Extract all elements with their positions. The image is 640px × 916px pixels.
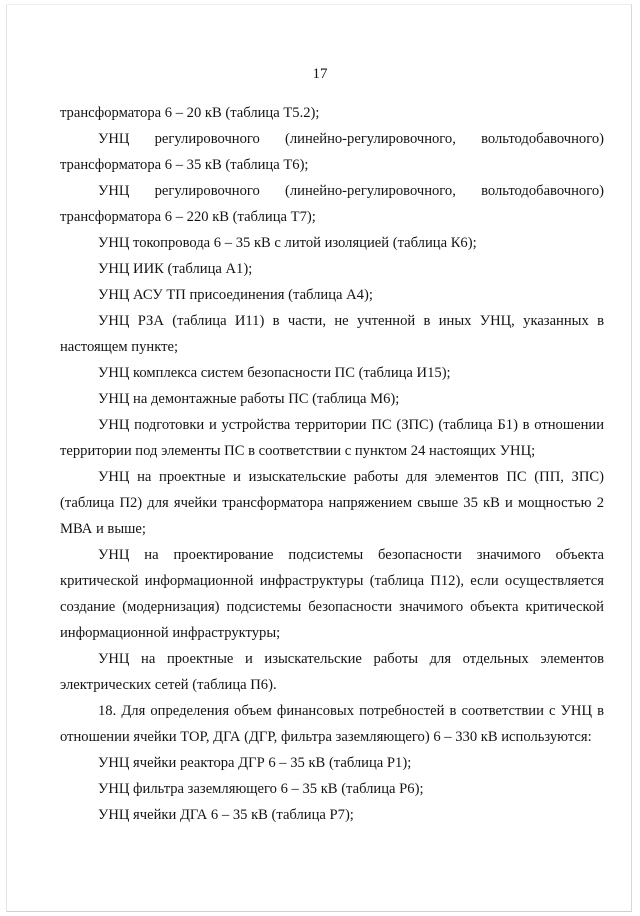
document-body (60, 100, 604, 828)
paragraph-security-systems: УНЦ комплекса систем безопасности ПС (таблица И15); (98, 365, 451, 381)
paragraph-territory: УНЦ подготовки и устройства территории ПС (ЗПС) (таблица Б1) в отношении территории под элементы ПС в соответствии с пунктом 24 настоящих УНЦ; (60, 417, 604, 459)
paragraph-dga-cell: УНЦ ячейки ДГА 6 – 35 кВ (таблица Р7); (98, 807, 354, 823)
paragraph-busduct: УНЦ токопровода 6 – 35 кВ с литой изоляцией (таблица К6); (98, 235, 477, 251)
paragraph-rza: УНЦ РЗА (таблица И11) в части, не учтенной в иных УНЦ, указанных в настоящем пункте; (60, 313, 604, 355)
paragraph-asu-tp: УНЦ АСУ ТП присоединения (таблица А4); (98, 287, 373, 303)
paragraph-item-18: 18. Для определения объем финансовых потребностей в соответствии с УНЦ в отношении ячейки ТОР, ДГА (ДГР, фильтра заземляющего) 6 – 330 кВ используются: (60, 703, 604, 745)
paragraph-design-survey-ps: УНЦ на проектные и изыскательские работы для элементов ПС (ПП, ЗПС) (таблица П2) для ячейки трансформатора напряжением свыше 35 кВ и мощностью 2 МВА и выше; (60, 469, 604, 537)
paragraph-design-survey-grid: УНЦ на проектные и изыскательские работы для отдельных элементов электрических сетей (таблица П6). (60, 651, 604, 693)
paragraph-continuation: трансформатора 6 – 20 кВ (таблица Т5.2); (60, 105, 320, 121)
paragraph-regulating-transformer-220kv: УНЦ регулировочного (линейно-регулировочного, вольтодобавочного) трансформатора 6 – 220 кВ (таблица Т7); (60, 183, 604, 225)
page-number: 17 (312, 66, 328, 82)
paragraph-cii-security: УНЦ на проектирование подсистемы безопасности значимого объекта критической информационной инфраструктуры (таблица П12), если осуществляется создание (модернизация) подсистемы безопасности значимого объекта критической информационной инфраструктуры; (60, 547, 604, 641)
paragraph-grounding-filter: УНЦ фильтра заземляющего 6 – 35 кВ (таблица Р6); (98, 781, 424, 797)
paragraph-reactor-cell: УНЦ ячейки реактора ДГР 6 – 35 кВ (таблица Р1); (98, 755, 412, 771)
paragraph-iik: УНЦ ИИК (таблица А1); (98, 261, 253, 277)
paragraph-regulating-transformer-35kv: УНЦ регулировочного (линейно-регулировочного, вольтодобавочного) трансформатора 6 – 35 кВ (таблица Т6); (60, 131, 604, 173)
paragraph-dismantling: УНЦ на демонтажные работы ПС (таблица М6); (98, 391, 400, 407)
